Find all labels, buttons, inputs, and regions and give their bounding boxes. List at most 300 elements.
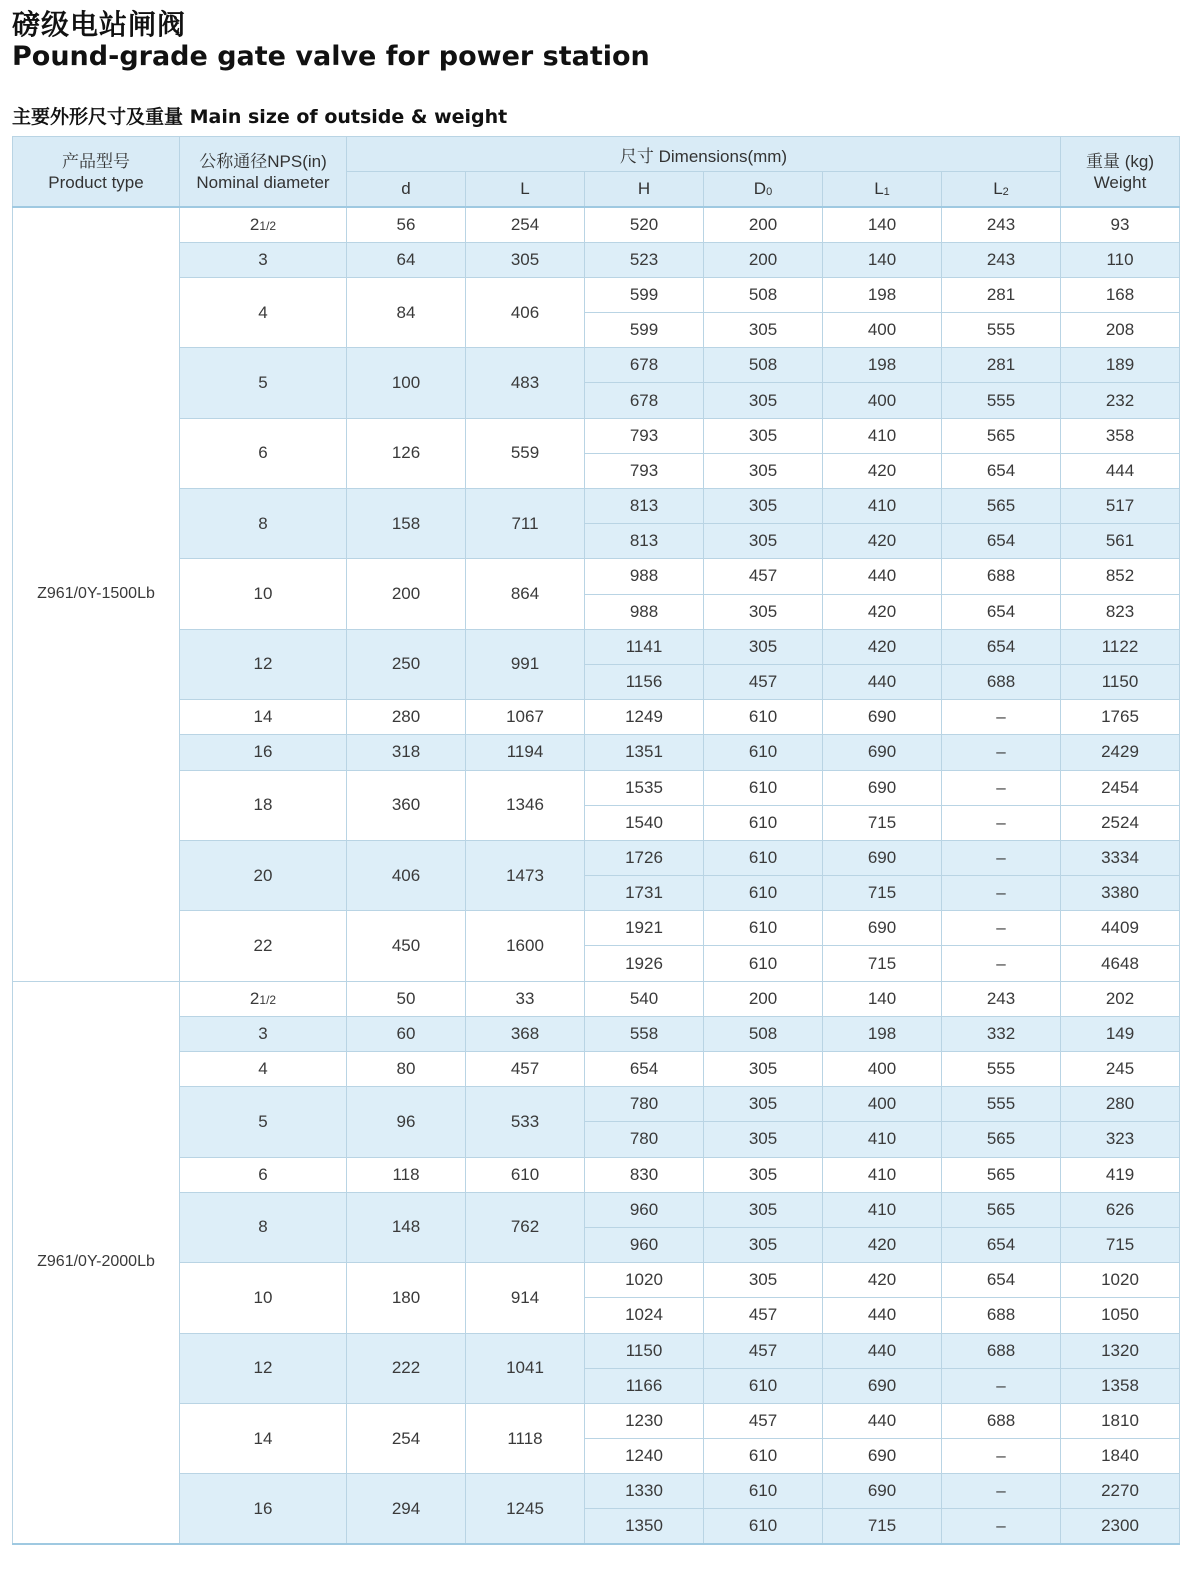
weight-cell: 1840	[1061, 1439, 1180, 1474]
l2-cell: 654	[942, 453, 1061, 488]
header-nominal-cn: 公称通径NPS(in)	[199, 151, 327, 171]
table-row	[13, 1192, 1180, 1227]
l-cell: 1245	[466, 1474, 585, 1544]
nps-cell: 22	[180, 911, 347, 981]
l-cell: 559	[466, 418, 585, 488]
l2-cell: 688	[942, 1298, 1061, 1333]
d0-cell: 305	[704, 313, 823, 348]
l2-cell: 654	[942, 524, 1061, 559]
d-cell: 126	[347, 418, 466, 488]
d0-cell: 305	[704, 1052, 823, 1087]
l1-cell: 440	[823, 559, 942, 594]
nps-cell: 20	[180, 840, 347, 910]
l1-cell: 420	[823, 1263, 942, 1298]
l1-cell: 420	[823, 524, 942, 559]
table-row	[13, 770, 1180, 805]
table-row	[13, 489, 1180, 524]
d0-cell: 305	[704, 1087, 823, 1122]
h-cell: 793	[585, 418, 704, 453]
d0-cell: 610	[704, 876, 823, 911]
nps-cell: 12	[180, 1333, 347, 1403]
l-cell: 483	[466, 348, 585, 418]
d0-cell: 610	[704, 770, 823, 805]
weight-cell: 189	[1061, 348, 1180, 383]
d0-cell: 305	[704, 629, 823, 664]
nps-cell: 16	[180, 1474, 347, 1544]
header-col-d: d	[347, 172, 466, 208]
d-cell: 406	[347, 840, 466, 910]
product-type-cell: Z961/0Y-2000Lb	[13, 981, 180, 1544]
l1-cell: 198	[823, 348, 942, 383]
weight-cell: 3380	[1061, 876, 1180, 911]
d0-cell: 305	[704, 383, 823, 418]
weight-cell: 2524	[1061, 805, 1180, 840]
l1-cell: 420	[823, 594, 942, 629]
header-dimensions: 尺寸 Dimensions(mm)	[347, 137, 1061, 172]
table-row	[13, 1052, 1180, 1087]
h-cell: 1726	[585, 840, 704, 875]
l-cell: 457	[466, 1052, 585, 1087]
table-row	[13, 348, 1180, 383]
l1-cell: 440	[823, 1298, 942, 1333]
l-cell: 711	[466, 489, 585, 559]
d0-cell: 610	[704, 1474, 823, 1509]
h-cell: 1141	[585, 629, 704, 664]
d-cell: 148	[347, 1192, 466, 1262]
weight-cell: 444	[1061, 453, 1180, 488]
weight-cell: 1765	[1061, 700, 1180, 735]
header-product-type-en: Product type	[48, 172, 144, 192]
l2-cell: –	[942, 1368, 1061, 1403]
h-cell: 1230	[585, 1403, 704, 1438]
l1-cell: 690	[823, 770, 942, 805]
l2-cell: 555	[942, 383, 1061, 418]
table-row	[13, 981, 1180, 1016]
header-product-type-cn: 产品型号	[62, 151, 130, 171]
l2-cell: 555	[942, 313, 1061, 348]
l2-cell: 565	[942, 1157, 1061, 1192]
d0-cell: 305	[704, 594, 823, 629]
l-cell: 254	[466, 207, 585, 242]
h-cell: 813	[585, 489, 704, 524]
d0-cell: 508	[704, 348, 823, 383]
d0-cell: 610	[704, 805, 823, 840]
d0-cell: 457	[704, 664, 823, 699]
l1-cell: 690	[823, 840, 942, 875]
nps-cell: 4	[180, 277, 347, 347]
d0-cell: 200	[704, 981, 823, 1016]
table-row	[13, 559, 1180, 594]
weight-cell: 715	[1061, 1227, 1180, 1262]
h-cell: 960	[585, 1192, 704, 1227]
l1-cell: 715	[823, 946, 942, 981]
weight-cell: 1810	[1061, 1403, 1180, 1438]
h-cell: 960	[585, 1227, 704, 1262]
l-cell: 1600	[466, 911, 585, 981]
table-row	[13, 700, 1180, 735]
d0-cell: 200	[704, 242, 823, 277]
l2-cell: 565	[942, 1122, 1061, 1157]
l1-cell: 420	[823, 629, 942, 664]
h-cell: 558	[585, 1016, 704, 1051]
nps-cell: 14	[180, 1403, 347, 1473]
d0-cell: 457	[704, 1298, 823, 1333]
l2-cell: 688	[942, 1403, 1061, 1438]
l-cell: 1041	[466, 1333, 585, 1403]
d0-cell: 457	[704, 1403, 823, 1438]
nps-cell: 21/2	[180, 207, 347, 242]
nps-cell: 5	[180, 348, 347, 418]
d0-cell: 305	[704, 1263, 823, 1298]
weight-cell: 852	[1061, 559, 1180, 594]
l1-cell: 410	[823, 1192, 942, 1227]
header-col-L: L	[466, 172, 585, 208]
d-cell: 254	[347, 1403, 466, 1473]
weight-cell: 2454	[1061, 770, 1180, 805]
d-cell: 180	[347, 1263, 466, 1333]
h-cell: 654	[585, 1052, 704, 1087]
d0-cell: 610	[704, 700, 823, 735]
weight-cell: 149	[1061, 1016, 1180, 1051]
l1-cell: 400	[823, 383, 942, 418]
d0-cell: 305	[704, 1227, 823, 1262]
d-cell: 200	[347, 559, 466, 629]
weight-cell: 419	[1061, 1157, 1180, 1192]
l-cell: 33	[466, 981, 585, 1016]
weight-cell: 323	[1061, 1122, 1180, 1157]
header-col-L1: $L_1$	[823, 172, 942, 208]
weight-cell: 823	[1061, 594, 1180, 629]
nps-cell: 6	[180, 1157, 347, 1192]
table-row	[13, 1474, 1180, 1509]
l1-cell: 420	[823, 1227, 942, 1262]
h-cell: 1240	[585, 1439, 704, 1474]
h-cell: 1024	[585, 1298, 704, 1333]
header-weight-en: Weight	[1093, 172, 1147, 192]
l1-cell: 400	[823, 313, 942, 348]
weight-cell: 517	[1061, 489, 1180, 524]
d0-cell: 305	[704, 1192, 823, 1227]
l2-cell: 654	[942, 594, 1061, 629]
nps-cell: 3	[180, 1016, 347, 1051]
weight-cell: 168	[1061, 277, 1180, 312]
weight-cell: 358	[1061, 418, 1180, 453]
l2-cell: 243	[942, 207, 1061, 242]
h-cell: 1156	[585, 664, 704, 699]
d-cell: 64	[347, 242, 466, 277]
weight-cell: 4409	[1061, 911, 1180, 946]
d0-cell: 457	[704, 1333, 823, 1368]
table-row	[13, 418, 1180, 453]
weight-cell: 2270	[1061, 1474, 1180, 1509]
table-row	[13, 207, 1180, 242]
l2-cell: –	[942, 1509, 1061, 1544]
header-weight-cn: 重量 (kg)	[1086, 151, 1154, 171]
dimensions-table	[12, 136, 1180, 1545]
l2-cell: –	[942, 805, 1061, 840]
l-cell: 610	[466, 1157, 585, 1192]
d0-cell: 305	[704, 1122, 823, 1157]
h-cell: 1020	[585, 1263, 704, 1298]
nps-cell: 8	[180, 489, 347, 559]
weight-cell: 1358	[1061, 1368, 1180, 1403]
l1-cell: 440	[823, 1403, 942, 1438]
table-row	[13, 1157, 1180, 1192]
nps-cell: 18	[180, 770, 347, 840]
header-product-type	[13, 137, 180, 208]
l-cell: 406	[466, 277, 585, 347]
l1-cell: 198	[823, 277, 942, 312]
l2-cell: 688	[942, 559, 1061, 594]
d-cell: 96	[347, 1087, 466, 1157]
l2-cell: 243	[942, 981, 1061, 1016]
table-row	[13, 840, 1180, 875]
d-cell: 118	[347, 1157, 466, 1192]
h-cell: 793	[585, 453, 704, 488]
d0-cell: 305	[704, 524, 823, 559]
l-cell: 1067	[466, 700, 585, 735]
page-title-en: Pound-grade gate valve for power station	[12, 41, 650, 72]
d-cell: 250	[347, 629, 466, 699]
d0-cell: 305	[704, 489, 823, 524]
nps-cell: 4	[180, 1052, 347, 1087]
l2-cell: –	[942, 700, 1061, 735]
h-cell: 599	[585, 313, 704, 348]
l1-cell: 198	[823, 1016, 942, 1051]
table-header	[13, 137, 1180, 208]
l1-cell: 140	[823, 242, 942, 277]
l1-cell: 690	[823, 735, 942, 770]
l-cell: 1473	[466, 840, 585, 910]
d0-cell: 457	[704, 559, 823, 594]
l2-cell: 565	[942, 1192, 1061, 1227]
nps-cell: 5	[180, 1087, 347, 1157]
l2-cell: 243	[942, 242, 1061, 277]
l2-cell: 565	[942, 418, 1061, 453]
h-cell: 678	[585, 348, 704, 383]
h-cell: 988	[585, 594, 704, 629]
header-col-L2: $L_2$	[942, 172, 1061, 208]
weight-cell: 626	[1061, 1192, 1180, 1227]
h-cell: 813	[585, 524, 704, 559]
h-cell: 1351	[585, 735, 704, 770]
l1-cell: 410	[823, 1122, 942, 1157]
weight-cell: 561	[1061, 524, 1180, 559]
h-cell: 830	[585, 1157, 704, 1192]
table-row	[13, 735, 1180, 770]
l1-cell: 410	[823, 1157, 942, 1192]
nps-cell: 16	[180, 735, 347, 770]
weight-cell: 1320	[1061, 1333, 1180, 1368]
h-cell: 1166	[585, 1368, 704, 1403]
header-nominal-en: Nominal diameter	[196, 172, 330, 192]
h-cell: 1350	[585, 1509, 704, 1544]
table-row	[13, 1263, 1180, 1298]
h-cell: 1535	[585, 770, 704, 805]
table-row	[13, 277, 1180, 312]
d-cell: 158	[347, 489, 466, 559]
d0-cell: 610	[704, 946, 823, 981]
h-cell: 1926	[585, 946, 704, 981]
l2-cell: 688	[942, 664, 1061, 699]
table-row	[13, 242, 1180, 277]
l1-cell: 690	[823, 911, 942, 946]
l2-cell: 281	[942, 277, 1061, 312]
h-cell: 1921	[585, 911, 704, 946]
d0-cell: 610	[704, 1509, 823, 1544]
l-cell: 914	[466, 1263, 585, 1333]
weight-cell: 93	[1061, 207, 1180, 242]
header-nominal-diameter	[180, 137, 347, 208]
l1-cell: 400	[823, 1087, 942, 1122]
h-cell: 1731	[585, 876, 704, 911]
d0-cell: 610	[704, 735, 823, 770]
l1-cell: 690	[823, 700, 942, 735]
d-cell: 84	[347, 277, 466, 347]
header-col-H: H	[585, 172, 704, 208]
h-cell: 1330	[585, 1474, 704, 1509]
d-cell: 280	[347, 700, 466, 735]
l2-cell: 654	[942, 1263, 1061, 1298]
h-cell: 678	[585, 383, 704, 418]
l2-cell: 565	[942, 489, 1061, 524]
nps-cell: 10	[180, 559, 347, 629]
l2-cell: 555	[942, 1087, 1061, 1122]
l2-cell: 555	[942, 1052, 1061, 1087]
nps-cell: 6	[180, 418, 347, 488]
l2-cell: –	[942, 770, 1061, 805]
l2-cell: –	[942, 876, 1061, 911]
weight-cell: 1122	[1061, 629, 1180, 664]
nps-cell: 14	[180, 700, 347, 735]
weight-cell: 1020	[1061, 1263, 1180, 1298]
l1-cell: 715	[823, 1509, 942, 1544]
l1-cell: 715	[823, 805, 942, 840]
h-cell: 780	[585, 1122, 704, 1157]
l-cell: 1118	[466, 1403, 585, 1473]
nps-cell: 3	[180, 242, 347, 277]
table-row	[13, 911, 1180, 946]
d-cell: 450	[347, 911, 466, 981]
weight-cell: 232	[1061, 383, 1180, 418]
h-cell: 523	[585, 242, 704, 277]
d-cell: 100	[347, 348, 466, 418]
d0-cell: 508	[704, 1016, 823, 1051]
h-cell: 540	[585, 981, 704, 1016]
weight-cell: 208	[1061, 313, 1180, 348]
d0-cell: 610	[704, 1439, 823, 1474]
d-cell: 294	[347, 1474, 466, 1544]
weight-cell: 1150	[1061, 664, 1180, 699]
d-cell: 50	[347, 981, 466, 1016]
l2-cell: 654	[942, 629, 1061, 664]
l2-cell: –	[942, 735, 1061, 770]
l-cell: 864	[466, 559, 585, 629]
weight-cell: 245	[1061, 1052, 1180, 1087]
l-cell: 991	[466, 629, 585, 699]
header-weight	[1061, 137, 1180, 208]
page-title-cn: 磅级电站闸阀	[12, 8, 187, 41]
table-row	[13, 1016, 1180, 1051]
header-col-D0: $D_0$	[704, 172, 823, 208]
l1-cell: 140	[823, 207, 942, 242]
l-cell: 762	[466, 1192, 585, 1262]
table-row	[13, 629, 1180, 664]
l-cell: 533	[466, 1087, 585, 1157]
d-cell: 222	[347, 1333, 466, 1403]
product-type-cell: Z961/0Y-1500Lb	[13, 207, 180, 981]
weight-cell: 110	[1061, 242, 1180, 277]
l2-cell: –	[942, 911, 1061, 946]
d0-cell: 305	[704, 418, 823, 453]
l2-cell: 688	[942, 1333, 1061, 1368]
l1-cell: 715	[823, 876, 942, 911]
l2-cell: 654	[942, 1227, 1061, 1262]
d-cell: 318	[347, 735, 466, 770]
d-cell: 80	[347, 1052, 466, 1087]
weight-cell: 1050	[1061, 1298, 1180, 1333]
l1-cell: 690	[823, 1368, 942, 1403]
d0-cell: 610	[704, 911, 823, 946]
l1-cell: 690	[823, 1474, 942, 1509]
table-row	[13, 1333, 1180, 1368]
l1-cell: 440	[823, 664, 942, 699]
l2-cell: –	[942, 1439, 1061, 1474]
l1-cell: 140	[823, 981, 942, 1016]
l1-cell: 690	[823, 1439, 942, 1474]
h-cell: 1249	[585, 700, 704, 735]
nps-cell: 21/2	[180, 981, 347, 1016]
table-row	[13, 1403, 1180, 1438]
nps-cell: 8	[180, 1192, 347, 1262]
d-cell: 56	[347, 207, 466, 242]
table-row	[13, 1087, 1180, 1122]
l2-cell: 281	[942, 348, 1061, 383]
h-cell: 780	[585, 1087, 704, 1122]
l2-cell: –	[942, 1474, 1061, 1509]
d0-cell: 305	[704, 1157, 823, 1192]
l2-cell: 332	[942, 1016, 1061, 1051]
h-cell: 599	[585, 277, 704, 312]
d0-cell: 610	[704, 1368, 823, 1403]
h-cell: 988	[585, 559, 704, 594]
nps-cell: 10	[180, 1263, 347, 1333]
l1-cell: 410	[823, 489, 942, 524]
nps-cell: 12	[180, 629, 347, 699]
d-cell: 60	[347, 1016, 466, 1051]
l2-cell: –	[942, 946, 1061, 981]
l1-cell: 400	[823, 1052, 942, 1087]
d-cell: 360	[347, 770, 466, 840]
weight-cell: 4648	[1061, 946, 1180, 981]
weight-cell: 202	[1061, 981, 1180, 1016]
weight-cell: 3334	[1061, 840, 1180, 875]
l-cell: 305	[466, 242, 585, 277]
l2-cell: –	[942, 840, 1061, 875]
h-cell: 520	[585, 207, 704, 242]
weight-cell: 2429	[1061, 735, 1180, 770]
weight-cell: 2300	[1061, 1509, 1180, 1544]
l-cell: 1194	[466, 735, 585, 770]
table-caption: 主要外形尺寸及重量 Main size of outside & weight	[12, 106, 508, 128]
h-cell: 1540	[585, 805, 704, 840]
l-cell: 368	[466, 1016, 585, 1051]
l1-cell: 440	[823, 1333, 942, 1368]
l1-cell: 420	[823, 453, 942, 488]
h-cell: 1150	[585, 1333, 704, 1368]
table-body	[13, 207, 1180, 1544]
l-cell: 1346	[466, 770, 585, 840]
